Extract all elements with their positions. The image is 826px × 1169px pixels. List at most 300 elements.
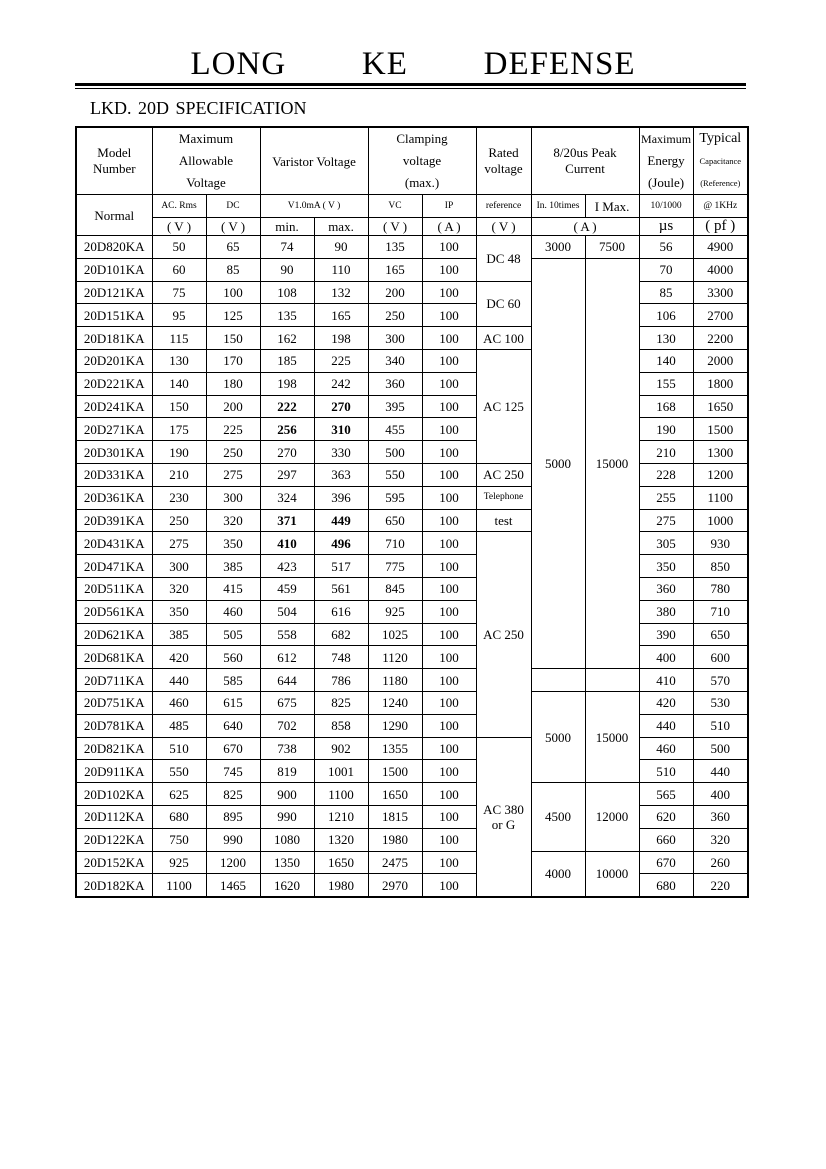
cell-ip: 100 (422, 691, 476, 714)
cell-ip: 100 (422, 828, 476, 851)
table-row (76, 646, 748, 669)
cell-in10: 4000 (531, 851, 585, 897)
cell-v-min: 198 (260, 372, 314, 395)
cell-ac-rms: 130 (152, 349, 206, 372)
cell-energy: 565 (639, 783, 693, 806)
cell-capacitance: 220 (693, 874, 748, 897)
cell-vc: 1815 (368, 805, 422, 828)
cell-ac-rms: 440 (152, 669, 206, 692)
cell-capacitance: 440 (693, 760, 748, 783)
cell-v-max: 858 (314, 714, 368, 737)
cell-ip: 100 (422, 783, 476, 806)
cell-rated-voltage (476, 532, 531, 737)
unit-ip-a: ( A ) (422, 218, 476, 236)
cell-energy: 620 (639, 805, 693, 828)
cell-imax: 15000 (585, 691, 639, 782)
cell-v-min: 900 (260, 783, 314, 806)
cell-capacitance: 780 (693, 577, 748, 600)
cell-capacitance: 850 (693, 555, 748, 578)
rated-voltage-label: AC 100 (483, 330, 524, 346)
cell-energy: 350 (639, 555, 693, 578)
table-row (76, 851, 748, 874)
table-row (76, 555, 748, 578)
table-row (76, 372, 748, 395)
cell-vc: 500 (368, 441, 422, 464)
unit-ac-v: ( V ) (152, 218, 206, 236)
cell-ip: 100 (422, 874, 476, 897)
cell-capacitance: 3300 (693, 281, 748, 304)
cell-model: 20D621KA (76, 623, 152, 646)
header-ac-rms: AC. Rms (152, 195, 206, 218)
cell-energy: 420 (639, 691, 693, 714)
cell-ac-rms: 210 (152, 463, 206, 486)
cell-vc: 1025 (368, 623, 422, 646)
cell-energy: 70 (639, 258, 693, 281)
cell-model: 20D681KA (76, 646, 152, 669)
cell-v-min: 558 (260, 623, 314, 646)
cell-capacitance: 4000 (693, 258, 748, 281)
cell-capacitance: 510 (693, 714, 748, 737)
cell-ac-rms: 50 (152, 236, 206, 259)
cell-vc: 550 (368, 463, 422, 486)
cell-imax: 12000 (585, 783, 639, 851)
cell-energy: 106 (639, 304, 693, 327)
cell-v-max: 310 (314, 418, 368, 441)
cell-energy: 360 (639, 577, 693, 600)
cell-v-min: 162 (260, 327, 314, 350)
header-rule-thick (75, 83, 746, 86)
cell-model: 20D112KA (76, 805, 152, 828)
header-max-voltage: Maximum Allowable Voltage (152, 127, 260, 195)
cell-model: 20D201KA (76, 349, 152, 372)
cell-ip: 100 (422, 418, 476, 441)
cell-energy: 85 (639, 281, 693, 304)
cell-dc: 560 (206, 646, 260, 669)
cell-energy: 440 (639, 714, 693, 737)
cell-vc: 135 (368, 236, 422, 259)
cell-model: 20D711KA (76, 669, 152, 692)
cell-vc: 710 (368, 532, 422, 555)
cell-ac-rms: 510 (152, 737, 206, 760)
cell-v-max: 396 (314, 486, 368, 509)
cell-ip: 100 (422, 737, 476, 760)
cell-ac-rms: 115 (152, 327, 206, 350)
cell-ip: 100 (422, 851, 476, 874)
cell-dc: 250 (206, 441, 260, 464)
header-vc: VC (368, 195, 422, 218)
cell-v-max: 825 (314, 691, 368, 714)
cell-dc: 640 (206, 714, 260, 737)
cell-model: 20D151KA (76, 304, 152, 327)
cell-model: 20D911KA (76, 760, 152, 783)
cell-ac-rms: 550 (152, 760, 206, 783)
cell-v-max: 1980 (314, 874, 368, 897)
cell-model: 20D121KA (76, 281, 152, 304)
cell-capacitance: 2200 (693, 327, 748, 350)
cell-v-min: 410 (260, 532, 314, 555)
table-row (76, 441, 748, 464)
cell-v-max: 496 (314, 532, 368, 555)
cell-imax (585, 669, 639, 692)
cell-v-max: 330 (314, 441, 368, 464)
cell-in10: 4500 (531, 783, 585, 851)
header-dc: DC (206, 195, 260, 218)
table-row (76, 737, 748, 760)
cell-ac-rms: 925 (152, 851, 206, 874)
cell-capacitance: 2000 (693, 349, 748, 372)
cell-v-min: 459 (260, 577, 314, 600)
cell-dc: 745 (206, 760, 260, 783)
cell-vc: 775 (368, 555, 422, 578)
unit-pf: ( pf ) (693, 218, 748, 236)
header-reference: reference (476, 195, 531, 218)
table-row (76, 828, 748, 851)
cell-in10: 5000 (531, 691, 585, 782)
cell-ip: 100 (422, 327, 476, 350)
cell-energy: 168 (639, 395, 693, 418)
table-row (76, 304, 748, 327)
rated-voltage-label: or G (491, 816, 516, 832)
cell-vc: 1120 (368, 646, 422, 669)
cell-v-max: 1210 (314, 805, 368, 828)
cell-v-min: 612 (260, 646, 314, 669)
cell-vc: 2970 (368, 874, 422, 897)
cell-ip: 100 (422, 441, 476, 464)
cell-model: 20D301KA (76, 441, 152, 464)
header-clamping: Clamping voltage (max.) (368, 127, 476, 195)
cell-energy: 140 (639, 349, 693, 372)
cell-capacitance: 570 (693, 669, 748, 692)
cell-ip: 100 (422, 463, 476, 486)
header-peak-current: 8/20us Peak Current (531, 127, 639, 195)
cell-ac-rms: 300 (152, 555, 206, 578)
cell-dc: 615 (206, 691, 260, 714)
cell-model: 20D511KA (76, 577, 152, 600)
cell-capacitance: 1100 (693, 486, 748, 509)
cell-ac-rms: 625 (152, 783, 206, 806)
cell-rated-voltage (476, 463, 531, 486)
cell-v-max: 449 (314, 509, 368, 532)
cell-v-min: 1080 (260, 828, 314, 851)
cell-energy: 155 (639, 372, 693, 395)
cell-v-max: 1001 (314, 760, 368, 783)
cell-energy: 56 (639, 236, 693, 259)
cell-ip: 100 (422, 577, 476, 600)
cell-capacitance: 1650 (693, 395, 748, 418)
cell-dc: 170 (206, 349, 260, 372)
cell-ac-rms: 385 (152, 623, 206, 646)
unit-vc-v: ( V ) (368, 218, 422, 236)
unit-dc-v: ( V ) (206, 218, 260, 236)
cell-v-min: 819 (260, 760, 314, 783)
cell-ip: 100 (422, 304, 476, 327)
cell-model: 20D101KA (76, 258, 152, 281)
unit-us: µs (639, 218, 693, 236)
cell-dc: 150 (206, 327, 260, 350)
cell-capacitance: 930 (693, 532, 748, 555)
cell-ip: 100 (422, 486, 476, 509)
cell-v-max: 1650 (314, 851, 368, 874)
cell-v-min: 108 (260, 281, 314, 304)
cell-v-min: 738 (260, 737, 314, 760)
table-row (76, 783, 748, 806)
cell-v-min: 1620 (260, 874, 314, 897)
table-row (76, 532, 748, 555)
cell-v-min: 990 (260, 805, 314, 828)
table-row (76, 327, 748, 350)
cell-dc: 200 (206, 395, 260, 418)
cell-model: 20D241KA (76, 395, 152, 418)
cell-capacitance: 1300 (693, 441, 748, 464)
cell-v-max: 165 (314, 304, 368, 327)
cell-vc: 1240 (368, 691, 422, 714)
cell-v-max: 902 (314, 737, 368, 760)
cell-ip: 100 (422, 555, 476, 578)
cell-dc: 100 (206, 281, 260, 304)
spec-table (75, 126, 749, 898)
cell-v-min: 644 (260, 669, 314, 692)
cell-ip: 100 (422, 372, 476, 395)
cell-v-min: 702 (260, 714, 314, 737)
cell-ip: 100 (422, 258, 476, 281)
rated-voltage-label: DC 48 (486, 250, 521, 266)
company-name: LONG KE DEFENSE (190, 46, 636, 82)
cell-model: 20D431KA (76, 532, 152, 555)
cell-model: 20D781KA (76, 714, 152, 737)
cell-imax: 7500 (585, 236, 639, 259)
cell-vc: 845 (368, 577, 422, 600)
table-row (76, 349, 748, 372)
table-row (76, 760, 748, 783)
cell-vc: 650 (368, 509, 422, 532)
cell-vc: 300 (368, 327, 422, 350)
cell-ac-rms: 320 (152, 577, 206, 600)
cell-dc: 225 (206, 418, 260, 441)
table-row (76, 691, 748, 714)
table-row (76, 577, 748, 600)
cell-vc: 925 (368, 600, 422, 623)
cell-ip: 100 (422, 509, 476, 532)
cell-ac-rms: 420 (152, 646, 206, 669)
cell-energy: 190 (639, 418, 693, 441)
cell-v-max: 786 (314, 669, 368, 692)
cell-v-max: 616 (314, 600, 368, 623)
table-row (76, 418, 748, 441)
rated-voltage-label: AC 125 (483, 398, 524, 414)
cell-ac-rms: 75 (152, 281, 206, 304)
cell-dc: 300 (206, 486, 260, 509)
cell-rated-voltage (476, 327, 531, 350)
cell-capacitance: 260 (693, 851, 748, 874)
cell-v-min: 90 (260, 258, 314, 281)
cell-v-max: 682 (314, 623, 368, 646)
cell-model: 20D221KA (76, 372, 152, 395)
cell-capacitance: 1000 (693, 509, 748, 532)
cell-rated-voltage (476, 486, 531, 509)
cell-v-max: 1100 (314, 783, 368, 806)
cell-model: 20D361KA (76, 486, 152, 509)
cell-ac-rms: 140 (152, 372, 206, 395)
header-capacitance: Typical Capacitance (Reference) (693, 127, 748, 195)
table-row (76, 236, 748, 259)
table-row (76, 463, 748, 486)
cell-dc: 275 (206, 463, 260, 486)
cell-rated-voltage (476, 281, 531, 327)
header-v1ma: V1.0mA ( V ) (260, 195, 368, 218)
cell-v-max: 198 (314, 327, 368, 350)
cell-v-max: 748 (314, 646, 368, 669)
cell-model: 20D331KA (76, 463, 152, 486)
cell-dc: 350 (206, 532, 260, 555)
cell-capacitance: 4900 (693, 236, 748, 259)
cell-v-max: 242 (314, 372, 368, 395)
cell-v-min: 185 (260, 349, 314, 372)
cell-ac-rms: 680 (152, 805, 206, 828)
cell-ip: 100 (422, 281, 476, 304)
cell-energy: 130 (639, 327, 693, 350)
cell-imax: 10000 (585, 851, 639, 897)
table-row (76, 509, 748, 532)
cell-dc: 895 (206, 805, 260, 828)
cell-v-min: 270 (260, 441, 314, 464)
table-row (76, 258, 748, 281)
header-10-1000: 10/1000 (639, 195, 693, 218)
cell-v-min: 675 (260, 691, 314, 714)
cell-ip: 100 (422, 236, 476, 259)
cell-v-max: 1320 (314, 828, 368, 851)
cell-model: 20D821KA (76, 737, 152, 760)
header-1khz: @ 1KHz (693, 195, 748, 218)
table-row (76, 714, 748, 737)
cell-dc: 1465 (206, 874, 260, 897)
cell-dc: 670 (206, 737, 260, 760)
cell-rated-voltage (476, 737, 531, 897)
cell-vc: 1980 (368, 828, 422, 851)
cell-dc: 85 (206, 258, 260, 281)
cell-energy: 275 (639, 509, 693, 532)
rated-voltage-label: DC 60 (486, 296, 521, 312)
cell-capacitance: 1500 (693, 418, 748, 441)
cell-rated-voltage (476, 509, 531, 532)
cell-energy: 390 (639, 623, 693, 646)
cell-ac-rms: 460 (152, 691, 206, 714)
cell-vc: 1290 (368, 714, 422, 737)
cell-ac-rms: 750 (152, 828, 206, 851)
cell-ip: 100 (422, 349, 476, 372)
header-ip: IP (422, 195, 476, 218)
cell-model: 20D820KA (76, 236, 152, 259)
cell-model: 20D152KA (76, 851, 152, 874)
cell-capacitance: 1800 (693, 372, 748, 395)
rated-voltage-label: test (494, 512, 513, 528)
header-rated: Rated voltage (476, 127, 531, 195)
cell-dc: 825 (206, 783, 260, 806)
spec-body (76, 236, 748, 898)
spec-title: LKD. 20D SPECIFICATION (90, 98, 307, 118)
cell-imax: 15000 (585, 258, 639, 668)
cell-model: 20D122KA (76, 828, 152, 851)
cell-ip: 100 (422, 600, 476, 623)
cell-dc: 460 (206, 600, 260, 623)
cell-ip: 100 (422, 532, 476, 555)
cell-energy: 210 (639, 441, 693, 464)
cell-ip: 100 (422, 714, 476, 737)
cell-energy: 228 (639, 463, 693, 486)
header-model-number: Model Number (76, 127, 152, 195)
cell-vc: 360 (368, 372, 422, 395)
cell-v-max: 561 (314, 577, 368, 600)
cell-dc: 125 (206, 304, 260, 327)
header-in10: In. 10times (531, 195, 585, 218)
cell-dc: 320 (206, 509, 260, 532)
header-rule-thin (75, 88, 746, 89)
cell-in10 (531, 669, 585, 692)
cell-v-max: 90 (314, 236, 368, 259)
table-row (76, 395, 748, 418)
cell-v-max: 517 (314, 555, 368, 578)
cell-vc: 250 (368, 304, 422, 327)
cell-vc: 2475 (368, 851, 422, 874)
header-imax: I Max. (585, 195, 639, 218)
cell-ip: 100 (422, 805, 476, 828)
cell-ac-rms: 275 (152, 532, 206, 555)
cell-v-min: 371 (260, 509, 314, 532)
cell-ac-rms: 350 (152, 600, 206, 623)
cell-dc: 1200 (206, 851, 260, 874)
cell-in10: 5000 (531, 258, 585, 668)
cell-model: 20D561KA (76, 600, 152, 623)
cell-ip: 100 (422, 646, 476, 669)
unit-max: max. (314, 218, 368, 236)
cell-capacitance: 400 (693, 783, 748, 806)
cell-v-max: 363 (314, 463, 368, 486)
header-normal: Normal (76, 195, 152, 236)
cell-v-min: 504 (260, 600, 314, 623)
cell-v-min: 324 (260, 486, 314, 509)
cell-vc: 1180 (368, 669, 422, 692)
cell-energy: 510 (639, 760, 693, 783)
cell-energy: 305 (639, 532, 693, 555)
table-row (76, 600, 748, 623)
cell-capacitance: 2700 (693, 304, 748, 327)
cell-vc: 1650 (368, 783, 422, 806)
cell-capacitance: 530 (693, 691, 748, 714)
cell-capacitance: 360 (693, 805, 748, 828)
cell-energy: 670 (639, 851, 693, 874)
cell-dc: 585 (206, 669, 260, 692)
rated-voltage-label: AC 250 (483, 467, 524, 483)
cell-model: 20D181KA (76, 327, 152, 350)
cell-model: 20D271KA (76, 418, 152, 441)
cell-vc: 340 (368, 349, 422, 372)
table-row (76, 669, 748, 692)
rated-voltage-label: AC 250 (483, 626, 524, 642)
cell-model: 20D471KA (76, 555, 152, 578)
cell-dc: 505 (206, 623, 260, 646)
cell-capacitance: 320 (693, 828, 748, 851)
cell-v-max: 225 (314, 349, 368, 372)
unit-rated-v: ( V ) (476, 218, 531, 236)
cell-dc: 990 (206, 828, 260, 851)
rated-voltage-label: AC 380 (483, 801, 524, 817)
cell-vc: 1500 (368, 760, 422, 783)
cell-model: 20D751KA (76, 691, 152, 714)
cell-dc: 415 (206, 577, 260, 600)
table-row (76, 805, 748, 828)
cell-v-min: 423 (260, 555, 314, 578)
cell-v-max: 110 (314, 258, 368, 281)
cell-vc: 595 (368, 486, 422, 509)
